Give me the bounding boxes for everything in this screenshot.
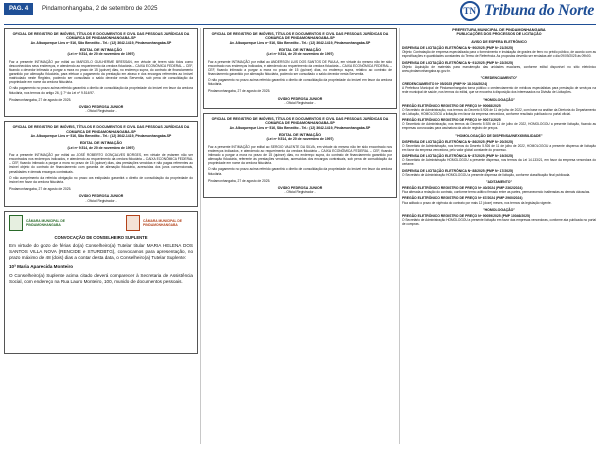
council-logo-left: [9, 215, 76, 231]
procurement-body: Fica alterada a redação do contrato, conforme termo aditivo firmado entre as partes, permanecendo inalteradas as demais cláusulas.: [402, 190, 591, 195]
dateline: Pindamonhangaba, 2 de setembro de 2025: [42, 6, 158, 12]
procurement-body: O Secretário de Administração, nos termos do Decreto 5.926 de 11 de julho de 2022, HOMOLOGOU a presente dispensa de licitação em favor da empresa vencedora, pelo valor global constante do processo.: [402, 144, 596, 153]
legal-notice: [203, 28, 397, 109]
council-logos: [9, 215, 193, 231]
procurement-body: O Secretário de Administração HOMOLOGOU a presente dispensa de licitação, conforme classificação final publicada.: [402, 172, 571, 177]
council-logo-name: CÂMARA MUNICIPAL DE PINDAMONHANGABA: [26, 218, 65, 227]
procurement-body: O Secretário de Administração, nos termos do Decreto 5.926 de 11 de julho de 2022, com base na análise da Diretoria do Departamento de Licitação, HOMOLOGOU a licitação em favor da empresa vencedora, conforme resultado publicado no portal oficial.: [402, 108, 596, 117]
procurement-body: Objeto: Contratação de empresa especializada para o fornecimento e instalação de grades de ferro no prédio público, de acordo com as especificações e quantidades constantes do Termo de Referência. As propostas deverão ser enviadas até o dia 09/09/2025 às 09h00.: [402, 50, 596, 59]
column-left: [4, 28, 198, 444]
newspaper-logo-icon: TN: [460, 1, 480, 21]
council-seal-icon: [9, 215, 23, 231]
council-paragraph: O Conselheiro(a) Suplente acima citado deverá comparecer à Secretaria de Assistência Social, com endereço na Rua Lauro Monteiro, 100, munido de documentos pessoais.: [9, 272, 193, 284]
legal-notice: [203, 113, 397, 198]
section-label: "HOMOLOGAÇÃO": [482, 207, 516, 212]
council-seal-icon: [126, 215, 140, 231]
notice-office: OFICIAL DE REGISTRO DE IMÓVEIS, TÍTULOS E DOCUMENTOS E CIVIL DAS PESSOAS JURÍDICAS DA COMARCA DE PINDAMONHANGABA-SP: [211, 117, 389, 126]
notice-paragraph: Faz a presente INTIMAÇÃO por edital ao SERGIO VALENTE DA SILVA, em virtude do mesmo não ter sido encontrado nos endereços indicados, e atendendo ao requerimento da credora fiduciária – CAIXA ECONÔMICA FEDERAL – CEF, ficando intimado a purgar a mora no prazo de 15 (quinze) dias, no endereço supra, do contrato de financiamento garantido por alienação fiduciária, referente às prestações vencidas, acrescidas dos encargos contratuais, sob pena de consolidação da propriedade em nome da credora fiduciária.: [208, 144, 392, 166]
procurement-body: O Secretário de Administração, nos termos do Decreto 5.926 de 11 de julho de 2022, HOMOLOGOU a presente licitação, ficando as empresas convocadas para assinatura da ata de registro de preços.: [402, 122, 596, 131]
notice-title: EDITAL DE INTIMAÇÃO: [79, 47, 123, 52]
section-label: "ADITAMENTO": [485, 179, 513, 184]
notice-title: EDITAL DE INTIMAÇÃO: [278, 47, 322, 52]
masthead[interactable]: [460, 0, 594, 22]
section-label: AVISO DE ESPERA ELETRÔNICO: [471, 39, 527, 44]
notice-paragraph: Faz a presente INTIMAÇÃO por edital ao JOSÉ ROBERTO GONÇALVES BORGES, em virtude de estarem não ser encontrados nos endereços indicados, e atendendo ao requerimento da credora fiduciária – CAIXA ECONÔMICA FEDERAL – CEF, ficando intimado a purgar a mora no prazo de 15 (quinze) dias, das prestações vencidas e não pagas referentes ao imóvel objeto do contrato de financiamento com garantia de alienação fiduciária, acrescidas dos juros convencionais, penalidades e demais encargos contratuais.: [9, 152, 193, 174]
procurement-title: CREDENCIAMENTO Nº 05/2025 (PMP Nº 18.034/2024): [402, 82, 488, 87]
notice-signer-role: - Oficial Registrador -: [85, 109, 117, 114]
notice-paragraph: O não cumprimento da referida obrigação no prazo ora estipulado garantirá o direito de consolidação da propriedade do imóvel em favor da credora fiduciária.: [9, 175, 193, 184]
prefeitura-heading: PREFEITURA MUNICIPAL DE PINDAMONHANGABA: [452, 28, 546, 32]
column-divider: [399, 28, 400, 444]
header-divider: [4, 24, 596, 25]
column-middle: [203, 28, 397, 444]
notice-office: OFICIAL DE REGISTRO DE IMÓVEIS, TÍTULOS E DOCUMENTOS E CIVIL DAS PESSOAS JURÍDICAS DA COMARCA DE PINDAMONHANGABA-SP: [12, 32, 190, 41]
procurement-title: PREGÃO ELETRÔNICO REGISTRO DE PREÇO Nº 90068/2025: [402, 103, 501, 108]
notice-address: Av. Albuquerque Lins nº 516, São Benedito - Tel.: (12) 3642-1419, Pindamonhangaba-SP: [229, 125, 371, 130]
notice-law: (Lei nº 9.514, de 20 de novembro de 1997): [67, 52, 135, 57]
procurement-title: DISPENSA DE LICITAÇÃO ELETRÔNICA Nº 87/2025 (PMP Nº 19/2025): [402, 154, 514, 159]
notice-title: EDITAL DE INTIMAÇÃO: [278, 132, 322, 137]
council-substitute-name: 10ª Maria Aparecida Monteiro: [9, 263, 74, 269]
notice-office: OFICIAL DE REGISTRO DE IMÓVEIS, TÍTULOS E DOCUMENTOS E CIVIL DAS PESSOAS JURÍDICAS DA COMARCA DE PINDAMONHANGABA-SP: [211, 32, 389, 41]
notice-signer: OVIDIO PEDROSA JUNIOR: [277, 96, 323, 101]
notice-paragraph: O não pagamento no prazo acima referido garantirá o direito de consolidação da propriedade do imóvel em favor da credora fiduciária, nos termos do artigo 26, § 7º da Lei nº 9.514/97.: [9, 86, 193, 95]
council-title: CONVOCAÇÃO DE CONSELHEIRO SUPLENTE: [54, 234, 148, 240]
legal-notice: [4, 28, 198, 117]
notice-title: EDITAL DE INTIMAÇÃO: [79, 141, 123, 146]
notice-law: (Lei nº 9.514, de 20 de novembro de 1997): [67, 145, 135, 150]
procurement-body: A Prefeitura Municipal de Pindamonhangaba torna público o credenciamento de médicos especialistas para prestação de serviços na rede municipal de saúde, nos termos do edital, que se encontra à disposição dos interessados na Divisão de Licitações.: [402, 86, 596, 95]
page-header: [0, 0, 600, 22]
procurement-body: Fica aditado o prazo de vigência do contrato por mais 12 (doze) meses, nos termos da legislação vigente.: [402, 200, 552, 205]
prefeitura-subheading: PUBLICAÇÕES DOS PROCESSOS DE LICITAÇÃO: [456, 32, 542, 37]
procurement-title: DISPENSA DE LICITAÇÃO ELETRÔNICA Nº 90/2025 (PMP Nº 21/2025): [402, 46, 514, 51]
column-right: [402, 28, 596, 444]
notice-address: Av. Albuquerque Lins nº 516, São Benedito - Tel.: (12) 3642-1419, Pindamonhangaba-SP: [30, 134, 172, 139]
notice-date: Pindamonhangaba, 27 de agosto de 2025.: [208, 178, 271, 183]
notice-office: OFICIAL DE REGISTRO DE IMÓVEIS, TÍTULOS E DOCUMENTOS E CIVIL DAS PESSOAS JURÍDICAS DA COMARCA DE PINDAMONHANGABA-SP: [12, 125, 190, 134]
procurement-title: PREGÃO ELETRÔNICO REGISTRO DE PREÇO Nº 40/2024 (PMP 2362/2024): [402, 186, 523, 191]
notice-paragraph: Faz a presente INTIMAÇÃO por edital ao ANDERSON LUIS DOS SANTOS DE PAULA, em virtude do mesmo não ter sido encontrado nos endereços indicados, e atendendo ao requerimento da credora fiduciária – CAIXA ECONÔMICA FEDERAL – CEF, ficando intimado a purgar a mora no prazo de 15 (quinze) dias, no endereço supra, relativo ao contrato de financiamento garantido por alienação fiduciária, podendo ser consultado o saldo devedor nesta Serventia.: [208, 59, 392, 76]
notice-signer-role: - Oficial Registrador -: [85, 198, 117, 203]
procurement-title: PREGÃO ELETRÔNICO REGISTRO DE PREÇO Nº 90071/2025: [402, 118, 501, 123]
notice-date: Pindamonhangaba, 27 de agosto de 2025.: [208, 89, 271, 94]
procurement-title: PREGÃO ELETRÔNICO REGISTRO DE PREÇO Nº 67/2024 (PMP 2960/2024): [402, 196, 523, 201]
procurement-body: Objeto: Aquisição de materiais para manutenção das unidades escolares, conforme edital disponível no sítio eletrônico www.pindamonhangaba.sp.gov.br.: [402, 64, 596, 73]
column-divider: [200, 28, 201, 444]
procurement-title: DISPENSA DE LICITAÇÃO ELETRÔNICA Nº 91/2025 (PMP Nº 22/2025): [402, 60, 514, 65]
procurement-body: O Secretário de Administração HOMOLOGOU a presente dispensa, nos termos da Lei 14.133/21, em favor da empresa vencedora do certame.: [402, 158, 596, 167]
notice-signer-role: - Oficial Registrador -: [284, 100, 316, 105]
notice-paragraph: Faz a presente INTIMAÇÃO por edital ao MARCELO GUILHERME BRESSAN, em virtude de terem sido tidos como desconhecidos seus endereços, e atendendo ao requerimento da credora fiduciária – CAIXA ECONÔMICA FEDERAL – CEF, ficando o devedor intimado a purgar a mora no prazo de 15 (quinze) dias, no endereço supra, do contrato de financiamento garantido por alienação fiduciária, para efetuar o pagamento da prestação em atraso e dos encargos referentes ao imóvel matriculado neste Registro, podendo ser consultado o saldo devedor nesta Serventia, sob pena de consolidação da propriedade em nome da credora fiduciária.: [9, 59, 193, 85]
notice-signer: OVIDIO PEDROSA JUNIOR: [277, 185, 323, 190]
newspaper-name: Tribuna do Norte: [483, 2, 594, 19]
procurement-title: DISPENSA DE LICITAÇÃO ELETRÔNICA Nº 86/2025 (PMP Nº 20/2025): [402, 139, 514, 144]
council-logo-name: CÂMARA MUNICIPAL DE PINDAMONHANGABA: [143, 218, 182, 227]
council-logo-right: [126, 215, 193, 231]
notice-signer: OVIDIO PEDROSA JUNIOR: [78, 194, 124, 199]
section-label: "HOMOLOGAÇÃO": [482, 97, 516, 102]
page-number-badge: PAG. 4: [4, 3, 33, 15]
notice-law: (Lei nº 9.514, de 20 de novembro de 1997): [266, 52, 334, 57]
procurement-title: DISPENSA DE LICITAÇÃO ELETRÔNICA Nº 88/2025 (PMP Nº 17/2025): [402, 168, 514, 173]
notice-paragraph: O não pagamento no prazo acima referido garantirá o direito de consolidação da propriedade do imóvel em favor da credora fiduciária.: [208, 78, 392, 87]
procurement-body: O Secretário de Administração HOMOLOGOU a presente licitação em favor das empresas vencedoras, conforme ata publicada no portal de compras.: [402, 218, 596, 227]
council-notice: [4, 211, 198, 354]
section-label: "CREDENCIAMENTO": [480, 75, 518, 80]
procurement-title: PREGÃO ELETRÔNICO REGISTRO DE PREÇO Nº 90059/2025 (PMP 10046/2025): [402, 214, 530, 219]
notice-date: Pindamonhangaba, 27 de agosto de 2025.: [9, 97, 72, 102]
section-label: "HOMOLOGAÇÃO DE DISPENSA/INEXIGIBILIDADE": [455, 133, 543, 138]
notice-address: Av. Albuquerque Lins nº 516, São Benedito - Tel.: (12) 3642-1419, Pindamonhangaba-SP: [229, 40, 371, 45]
notice-date: Pindamonhangaba, 27 de agosto de 2025.: [9, 187, 72, 192]
notice-signer: OVIDIO PEDROSA JUNIOR: [78, 104, 124, 109]
notice-paragraph: O não pagamento no prazo acima referido garantirá o direito de consolidação da propriedade do imóvel em favor da credora fiduciária.: [208, 167, 392, 176]
legal-notice: [4, 121, 198, 206]
notice-address: Av. Albuquerque Lins nº 516, São Benedito - Tel.: (12) 3642-1419, Pindamonhangaba-SP: [30, 40, 172, 45]
notice-law: (Lei nº 9.514, de 20 de novembro de 1997): [266, 137, 334, 142]
council-paragraph: Em virtude do gozo de férias do(a) Conselheiro(a) Tutelar titular MARIA HELENA DOS SANTOS VILLA NOVA (RENCIDE e STURDBTG), convocamos para apresentação, no prazo máximo de 48 (dois) dias a contar desta data, o Conselheiro(a) Tutelar Suplente:: [9, 242, 193, 260]
notice-signer-role: - Oficial Registrador -: [284, 190, 316, 195]
